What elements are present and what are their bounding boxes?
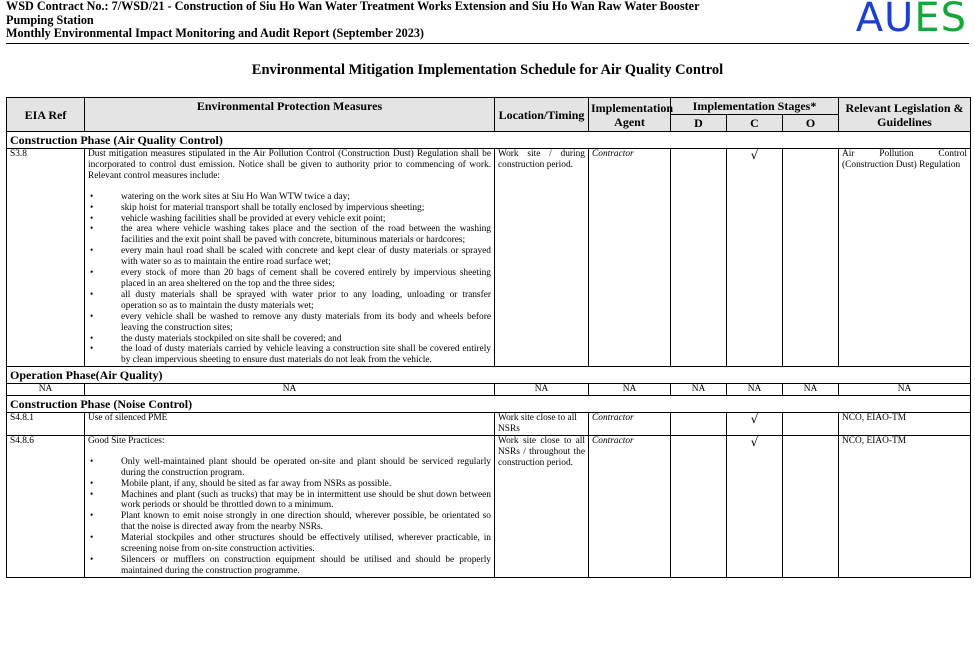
eia-ref-cell: NA	[7, 384, 85, 396]
report-header	[6, 0, 836, 41]
col-location: Location/Timing	[495, 98, 589, 132]
legislation-cell: NA	[839, 384, 971, 396]
measures-list	[88, 457, 491, 577]
location-cell: Work site close to all NSRs / throughout the construction period.	[495, 435, 589, 577]
measures-list	[88, 192, 491, 367]
header-row	[7, 98, 971, 115]
measures-intro: Good Site Practices:	[88, 435, 165, 446]
logo-part-2: ES	[914, 0, 967, 41]
eia-ref-cell: S4.8.1	[7, 413, 85, 436]
location-cell: Work site / during construction period.	[495, 149, 589, 367]
stage-c-check: √	[727, 413, 783, 436]
list-item: • every main haul road shall be scaled with concrete and kept clear of dusty materials or sprayed with water so as to maintain the entire road surface wet;	[88, 246, 491, 268]
col-agent: Implementation Agent	[589, 98, 671, 132]
list-item: • the load of dusty materials carried by vehicle leaving a construction site shall be covered entirely by clean impervious sheeting to ensure dust materials do not leak from the vehicle.	[88, 344, 491, 366]
stage-o-cell	[783, 149, 839, 367]
stage-c-check: √	[727, 435, 783, 577]
stage-o-cell: NA	[783, 384, 839, 396]
legislation-cell: NCO, EIAO-TM	[839, 435, 971, 577]
list-item: • every vehicle shall be washed to remove any dusty materials from its body and wheels before leaving the construction sites;	[88, 312, 491, 334]
col-measures: Environmental Protection Measures	[85, 98, 495, 132]
col-eia-ref: EIA Ref	[7, 98, 85, 132]
stage-d-cell	[671, 413, 727, 436]
col-stages: Implementation Stages*	[671, 98, 839, 115]
col-stage-c: C	[727, 115, 783, 132]
list-item: • the area where vehicle washing takes place and the section of the road between the washing facilities and the exit point shall be paved with concrete, bituminous materials or hardcores;	[88, 224, 491, 246]
list-item: • the dusty materials stockpiled on site shall be covered; and	[88, 334, 491, 345]
legislation-cell: Air Pollution Control (Construction Dust) Regulation	[839, 149, 971, 367]
stage-o-cell	[783, 413, 839, 436]
col-legislation: Relevant Legislation & Guidelines	[839, 98, 971, 132]
measures-cell: Use of silenced PME	[85, 413, 495, 436]
stage-d-cell: NA	[671, 384, 727, 396]
agent-cell: NA	[589, 384, 671, 396]
list-item: • Plant known to emit noise strongly in one direction should, wherever possible, be orientated so that the noise is directed away from the nearby NSRs.	[88, 511, 491, 533]
eia-ref-cell: S4.8.6	[7, 435, 85, 577]
agent-cell: Contractor	[589, 435, 671, 577]
page-title: Environmental Mitigation Implementation Schedule for Air Quality Control	[251, 62, 724, 78]
table-row	[7, 435, 971, 577]
section-row	[7, 396, 971, 413]
stage-d-cell	[671, 435, 727, 577]
measures-cell: NA	[85, 384, 495, 396]
list-item: • every stock of more than 20 bags of cement shall be covered entirely by impervious sheeting placed in an area sheltered on the top and the three sides;	[88, 268, 491, 290]
contract-line: WSD Contract No.: 7/WSD/21 - Construction of Siu Ho Wan Water Treatment Works Extension and Siu Ho Wan Raw Water Booster	[6, 0, 700, 13]
measures-cell	[85, 149, 495, 367]
contract-line-cont: Pumping Station	[6, 12, 94, 27]
location-cell: Work site close to all NSRs	[495, 413, 589, 436]
col-stage-d: D	[671, 115, 727, 132]
location-cell: NA	[495, 384, 589, 396]
list-item: • skip hoist for material transport shall be totally enclosed by impervious sheeting;	[88, 203, 491, 214]
aues-logo	[856, 0, 967, 42]
stage-c-check: √	[727, 149, 783, 367]
list-item: • vehicle washing facilities shall be provided at every vehicle exit point;	[88, 214, 491, 225]
section-row	[7, 132, 971, 149]
list-item: • Silencers or mufflers on construction equipment should be utilised and should be properly maintained during the construction programme.	[88, 555, 491, 577]
stage-c-cell: NA	[727, 384, 783, 396]
mitigation-schedule-table	[6, 97, 971, 578]
section-title: Construction Phase (Noise Control)	[7, 396, 971, 413]
legislation-cell: NCO, EIAO-TM	[839, 413, 971, 436]
stage-o-cell	[783, 435, 839, 577]
list-item: • Only well-maintained plant should be operated on-site and plant should be serviced regularly during the construction program.	[88, 457, 491, 479]
list-item: • all dusty materials shall be sprayed with water prior to any loading, unloading or transfer operation so as to maintain the dusty materials wet;	[88, 290, 491, 312]
table-row	[7, 413, 971, 436]
agent-cell: Contractor	[589, 413, 671, 436]
list-item: • Machines and plant (such as trucks) that may be in intermittent use should be shut down between work periods or should be throttled down to a minimum.	[88, 490, 491, 512]
list-item: • Material stockpiles and other structures should be effectively utilised, wherever practicable, in screening noise from on-site construction activities.	[88, 533, 491, 555]
section-title: Construction Phase (Air Quality Control)	[7, 132, 971, 149]
report-period: Monthly Environmental Impact Monitoring and Audit Report (September 2023)	[6, 26, 424, 41]
list-item: • Mobile plant, if any, should be sited as far away from NSRs as possible.	[88, 479, 491, 490]
list-item: • watering on the work sites at Siu Ho Wan WTW twice a day;	[88, 192, 491, 203]
measures-cell	[85, 435, 495, 577]
col-stage-o: O	[783, 115, 839, 132]
logo-part-1: AU	[855, 0, 915, 41]
stage-d-cell	[671, 149, 727, 367]
header-divider	[6, 43, 969, 44]
measures-intro: Dust mitigation measures stipulated in the Air Pollution Control (Construction Dust) Regulation shall be incorporated to control dust emission. Notice shall be given to authority prior to commencing of work. Relevant control measures include:	[88, 149, 491, 181]
eia-ref-cell: S3.8	[7, 149, 85, 367]
table-row	[7, 149, 971, 367]
agent-cell: Contractor	[589, 149, 671, 367]
table-row	[7, 384, 971, 396]
section-title: Operation Phase(Air Quality)	[7, 367, 971, 384]
section-row	[7, 367, 971, 384]
